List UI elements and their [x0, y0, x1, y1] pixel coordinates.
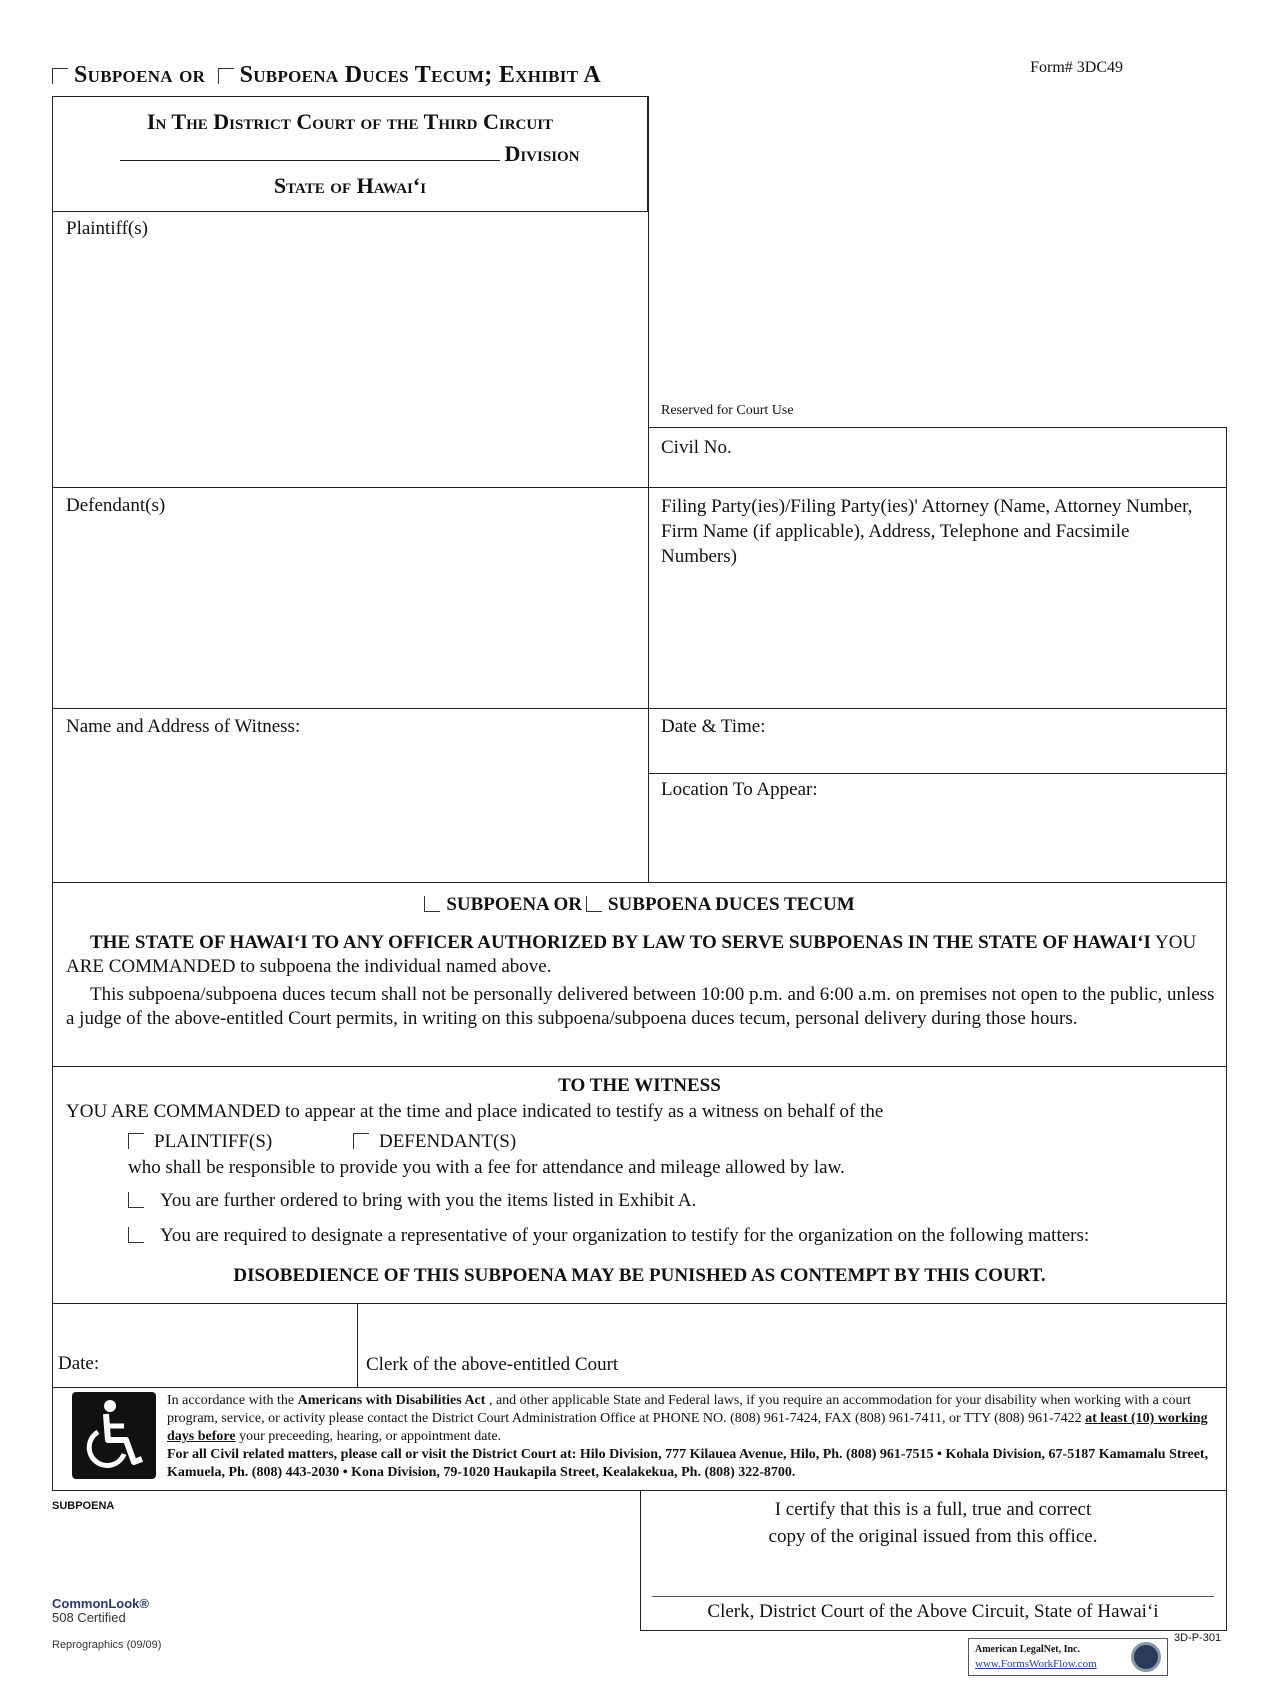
certify-line-2: copy of the original issued from this office. — [768, 1526, 1098, 1547]
officer-command — [66, 931, 1216, 979]
delivery-restriction-text: This subpoena/subpoena duces tecum shall not be personally delivered between 10:00 p.m. and 6:00 a.m. on premises not open to the public, unless a judge of the above-entitled Court permits, in writing on this subpoena/subpoena duces tecum, personal delivery during those hours. — [66, 984, 1215, 1029]
witness-commanded-text: YOU ARE COMMANDED to appear at the time and place indicated to testify as a witness on behalf of the — [66, 1101, 884, 1122]
form-code: 3D-P-301 — [1174, 1632, 1222, 1644]
form-title — [52, 62, 601, 89]
reprographics-date: Reprographics (09/09) — [52, 1639, 162, 1651]
defendant-option-label: DEFENDANT(S) — [378, 1131, 517, 1152]
clerk-signature-label: Clerk of the above-entitled Court — [366, 1354, 619, 1375]
plaintiff-checkbox[interactable] — [128, 1133, 144, 1149]
title-duces-tecum-text: Subpoena Duces Tecum; Exhibit A — [239, 62, 601, 88]
civil-no-label: Civil No. — [661, 437, 732, 458]
ada-notice: In accordance with the Americans with Disabilities Act , and other applicable State and Federal laws, if you require an accommodation for your disability when working with a court program, service, or activity please contact the District Court Administration Office at PHONE NO. (808) 961-7424, FAX (808) 961-7411, or TTY (808) 961-7422 at least (10) working days before your preceeding, hearing, or appointment date. For all Civil related matters, please call or visit the District Court at: Hilo Division, 777 Kilauea Avenue, Hilo, Ph. (808) 961-7515 • Kohala Division, 67-5187 Kamamalu Street, Kamuela, Ph. (808) 443-2030 • Kona Division, 79-1020 Haukapila Street, Kealakekua, Ph. (808) 322-8700. — [167, 1393, 1209, 1480]
designate-checkbox[interactable] — [128, 1227, 144, 1243]
defendant-label: Defendant(s) — [66, 495, 166, 516]
disobedience-warning: DISOBEDIENCE OF THIS SUBPOENA MAY BE PUNISHED AS CONTEMPT BY THIS COURT. — [233, 1265, 1046, 1286]
court-division — [53, 141, 647, 167]
plaintiff-option-label: PLAINTIFF(S) — [154, 1131, 273, 1152]
date-time-label: Date & Time: — [661, 716, 766, 737]
accessibility-icon — [72, 1392, 156, 1479]
certification-text — [640, 1496, 1226, 1550]
exhibit-a-checkbox[interactable] — [128, 1192, 144, 1208]
certified-label: 508 Certified — [52, 1610, 126, 1625]
duces-tecum-option-label: SUBPOENA DUCES TECUM — [607, 894, 855, 915]
title-subpoena-text: Subpoena or — [74, 62, 206, 88]
subpoena-type-options — [52, 894, 1227, 916]
to-the-witness-heading: TO THE WITNESS — [558, 1075, 721, 1096]
subpoena-checkbox[interactable] — [52, 68, 68, 84]
subpoena-option-checkbox[interactable] — [424, 896, 440, 912]
division-label: Division — [504, 141, 580, 166]
reserved-court-use-label: Reserved for Court Use — [661, 403, 794, 418]
district-clerk-label: Clerk, District Court of the Above Circuit, State of Hawai‘i — [707, 1601, 1159, 1622]
certify-line-1: I certify that this is a full, true and correct — [774, 1499, 1092, 1520]
witness-fee-text: who shall be responsible to provide you with a fee for attendance and mileage allowed by law. — [128, 1157, 845, 1178]
subpoena-option-label: SUBPOENA OR — [446, 894, 582, 915]
on-behalf-options — [128, 1131, 516, 1153]
form-type-code: SUBPOENA — [52, 1500, 115, 1512]
officer-command-heading: THE STATE OF HAWAI‘I TO ANY OFFICER AUTHORIZED BY LAW TO SERVE SUBPOENAS IN THE STATE OF HAWAI‘I — [90, 932, 1151, 953]
form-number: Form# 3DC49 — [1030, 59, 1123, 76]
defendant-checkbox[interactable] — [353, 1133, 369, 1149]
duces-tecum-option-checkbox[interactable] — [586, 896, 602, 912]
exhibit-a-item — [128, 1190, 696, 1212]
division-blank[interactable] — [120, 143, 500, 161]
officer-command-text: YOU ARE COMMANDED to subpoena the individual named above. — [66, 932, 1197, 977]
filing-party-label: Filing Party(ies)/Filing Party(ies)' Attorney (Name, Attorney Number, Firm Name (if applicable), Address, Telephone and Facsimile Numbers) — [661, 496, 1193, 567]
plaintiff-label: Plaintiff(s) — [66, 218, 148, 239]
exhibit-a-text: You are further ordered to bring with you the items listed in Exhibit A. — [160, 1190, 697, 1211]
designate-item — [128, 1225, 1089, 1247]
legalnet-logo-icon — [1131, 1642, 1161, 1672]
designate-text: You are required to designate a representative of your organization to testify for the organization on the following matters: — [160, 1225, 1090, 1246]
legalnet-link[interactable]: www.FormsWorkFlow.com — [975, 1658, 1097, 1670]
location-label: Location To Appear: — [661, 779, 818, 800]
date-signature-label: Date: — [58, 1353, 100, 1374]
court-name: In The District Court of the Third Circuit — [146, 109, 554, 134]
subpoena-duces-tecum-checkbox[interactable] — [218, 68, 234, 84]
commonlook-label: CommonLook® — [52, 1596, 149, 1611]
legalnet-badge[interactable] — [968, 1638, 1168, 1676]
witness-name-address-label: Name and Address of Witness: — [66, 716, 301, 737]
court-caption — [52, 96, 648, 212]
court-state: State of Hawai‘i — [273, 173, 427, 198]
commonlook-certification — [52, 1597, 149, 1625]
legalnet-name: American LegalNet, Inc. — [975, 1644, 1080, 1655]
